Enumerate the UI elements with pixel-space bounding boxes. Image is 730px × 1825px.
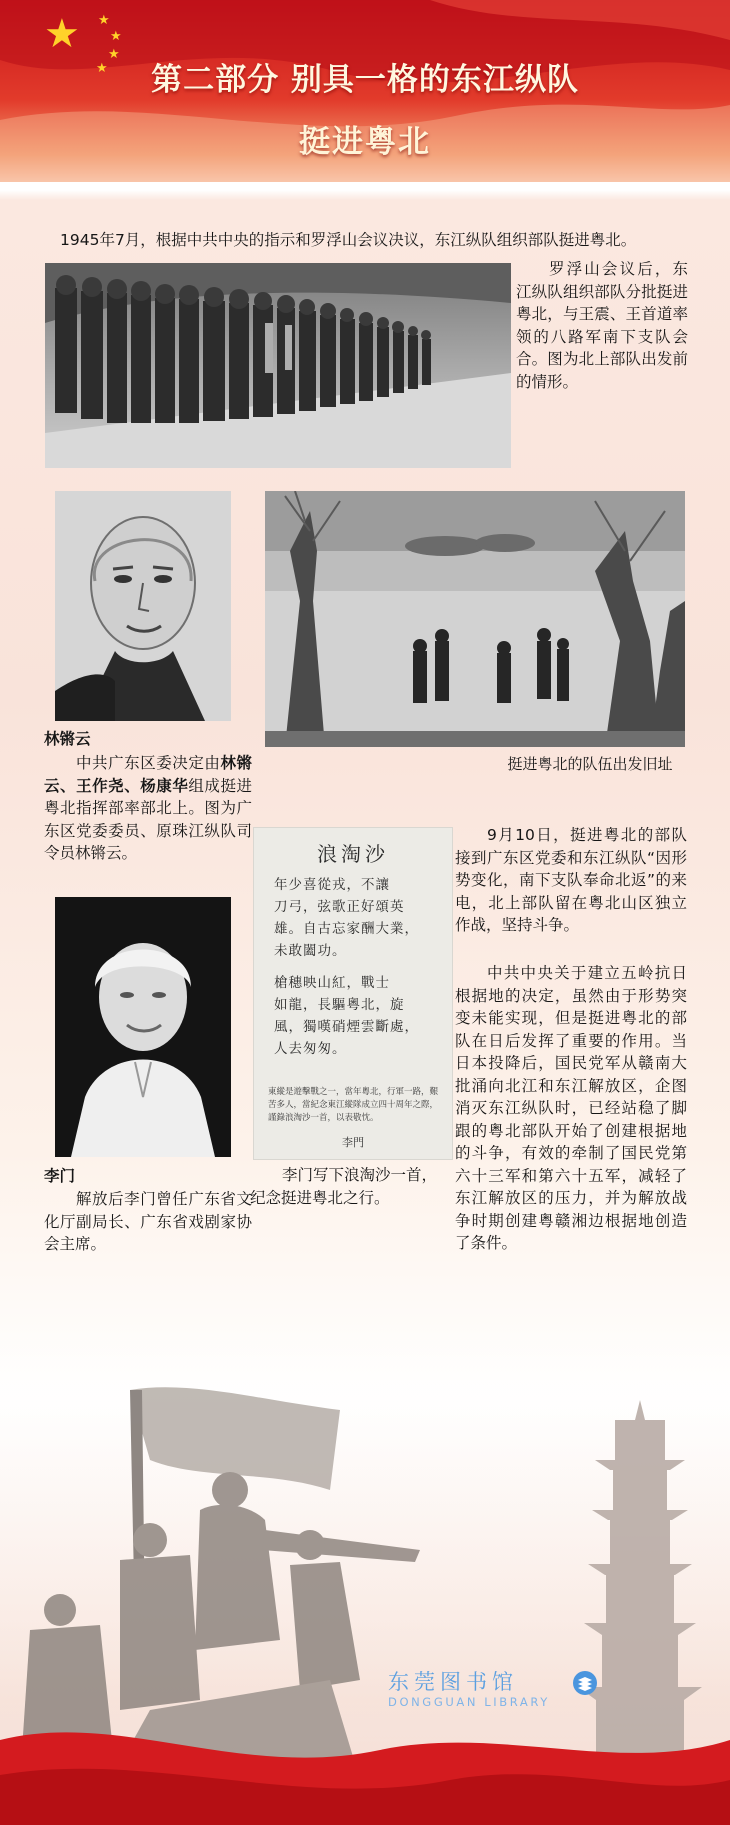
library-logo-english: DONGGUAN LIBRARY [388,1695,550,1709]
lin-portrait-photo [55,491,231,721]
intro-text: 1945年7月，根据中共中央的指示和罗浮山会议决议，东江纵队组织部队挺进粤北。 [60,231,637,249]
troops-photo-caption: 罗浮山会议后，东江纵队组织部队分批挺进粤北，与王震、王首道率领的八路军南下支队会合。图为北上部队出发前的情形。 [516,260,688,391]
troops-lineup-photo [45,263,511,468]
poem-line: 槍穗映山紅，戰士 [274,975,390,991]
poem-line: 年少喜從戎，不讓 [274,877,390,893]
poem-title: 浪淘沙 [317,842,389,866]
poem-line: 刀弓，弦歌正好頌英 [274,899,405,915]
poem-line: 雄。自古忘家酬大業， [274,921,419,937]
small-star-icon: ★ [96,61,108,76]
big-star-icon: ★ [44,11,80,57]
right-column-paragraph-2: 中共中央关于建立五岭抗日根据地的决定，虽然由于形势突变未能实现，但是挺进粤北的部队在日后发挥了重要的作用。当日本投降后，国民党军从赣南大批涌向北江和东江解放区，企图消灭东江纵队时，已经站稳了脚跟的粤北部队开始了创建根据地的斗争，有效的牵制了国民党第六十三军和第六十五军，减轻了东江解放区的压力，并为解放战争时期创建粤赣湘边根据地创造了条件。 [455,964,687,1252]
section-subtitle: 挺进粤北 [299,124,431,160]
poem-line: 風，獨嘆硝煙雲斷處， [274,1019,419,1035]
section-title: 第二部分 别具一格的东江纵队 [151,62,579,98]
poem-signature: 李門 [342,1136,364,1149]
poem-line: 如龍，長驅粵北，旋 [274,997,405,1013]
li-description: 解放后李门曾任广东省文化厅副局长、广东省戏剧家协会主席。 [44,1190,252,1253]
li-portrait-photo [55,897,231,1157]
poem-manuscript-image [253,827,453,1160]
poem-line: 人去匆匆。 [274,1041,347,1057]
departure-photo-caption: 挺进粤北的队伍出发旧址 [507,755,673,773]
poem-note: 東縱是遊擊戰之一，當年粵北，行軍一路，艱苦多人，當紀念東江縱隊成立四十周年之際，謹錄浪淘沙一首，以表敬忱。 [268,1087,439,1123]
small-star-icon: ★ [108,47,120,62]
lin-desc-part2-names: 林锵云、王作尧、杨康华 [44,754,252,795]
bottom-decoration [0,1380,730,1825]
lin-name-label: 林锵云 [44,730,91,748]
small-star-icon: ★ [110,29,122,44]
poem-line: 未敢闔功。 [274,943,347,959]
departure-site-photo [265,491,685,747]
poem-caption: 李门写下浪淘沙一首，纪念挺进粤北之行。 [250,1166,438,1207]
right-column-paragraph-1: 9月10日，挺进粤北的部队接到广东区党委和东江纵队“因形势变化，南下支队奉命北返”的来电，北上部队留在粤北山区独立作战，坚持斗争。 [455,826,687,934]
header-banner [0,0,730,182]
library-logo-icon [572,1670,598,1696]
li-name-label: 李门 [44,1167,76,1185]
lin-desc-part1: 中共广东区委决定由 [76,754,221,772]
library-logo-text: 东莞图书馆 [388,1670,518,1694]
lin-desc-part3: 组成挺进粤北指挥部率部北上。图为广东区党委委员、原珠江纵队司令员林锵云。 [44,776,252,862]
lin-description [44,752,252,865]
small-star-icon: ★ [98,13,110,28]
